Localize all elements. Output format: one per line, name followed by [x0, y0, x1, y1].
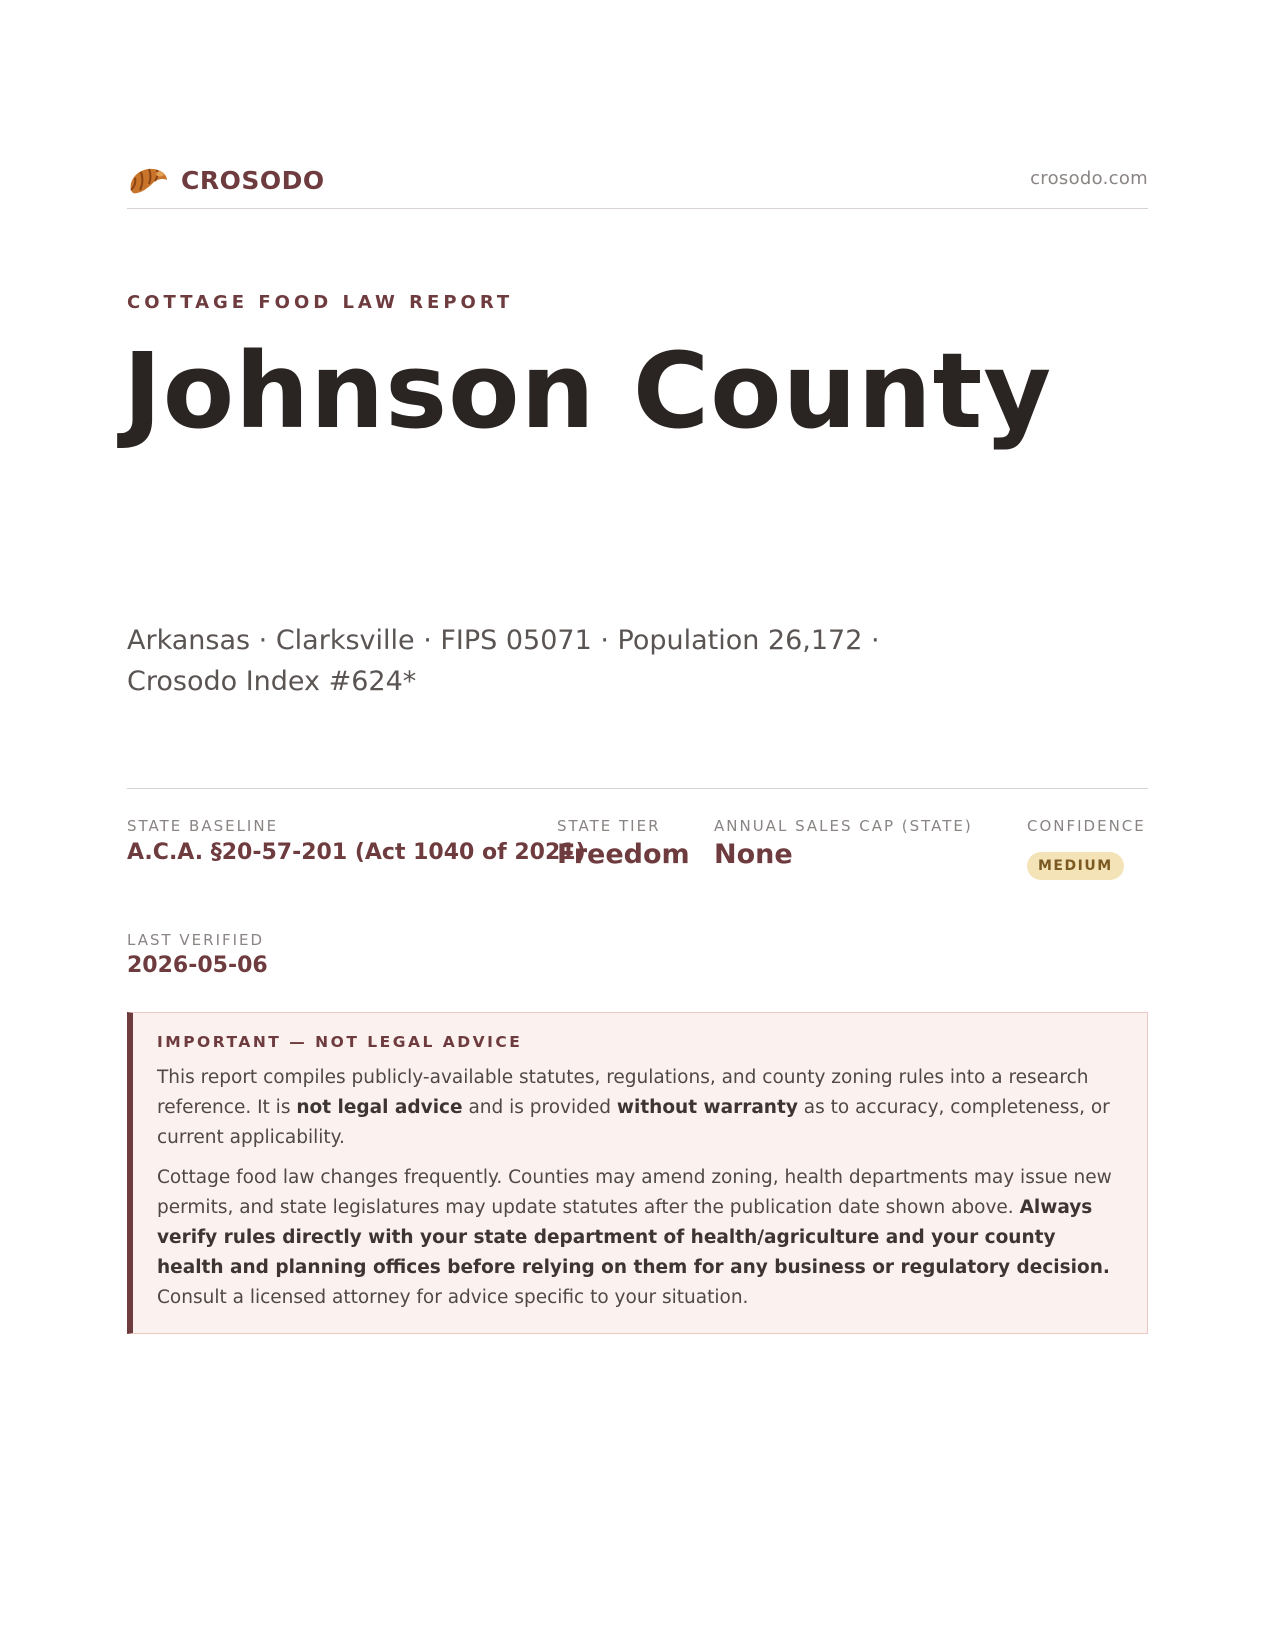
page-title: Johnson County [123, 330, 1053, 452]
subtitle-line-2: Crosodo Index #624* [127, 666, 417, 697]
last-verified-label: LAST VERIFIED [127, 931, 265, 949]
croissant-icon [127, 160, 169, 200]
brand-name: CROSODO [181, 165, 325, 195]
brand[interactable] [127, 160, 325, 200]
site-url-link[interactable]: crosodo.com [1030, 168, 1148, 189]
annual-sales-cap-label: ANNUAL SALES CAP (STATE) [714, 817, 973, 835]
notice-text: Consult a licensed attorney for advice specific to your situation. [157, 1287, 749, 1308]
state-tier-value: Freedom [557, 839, 690, 870]
notice-paragraph-1 [157, 1063, 1123, 1153]
confidence-badge: MEDIUM [1027, 852, 1124, 880]
subtitle-line-1: Arkansas · Clarksville · FIPS 05071 · Population 26,172 · [127, 625, 880, 656]
notice-paragraph-2 [157, 1163, 1123, 1313]
annual-sales-cap-value: None [714, 839, 793, 870]
page-header [127, 158, 1148, 209]
confidence-label: CONFIDENCE [1027, 817, 1146, 835]
legal-notice [127, 1012, 1148, 1334]
notice-emphasis: not legal advice [296, 1097, 463, 1118]
report-type-label: COTTAGE FOOD LAW REPORT [127, 292, 514, 313]
notice-heading: IMPORTANT — NOT LEGAL ADVICE [157, 1033, 523, 1051]
last-verified-value: 2026-05-06 [127, 953, 268, 978]
notice-emphasis: without warranty [616, 1097, 798, 1118]
notice-text: and is provided [462, 1097, 617, 1118]
notice-emphasis: Always verify rules directly with your state department of health/agriculture and your county health and planning offices before relying on them for any business or regulatory decision. [157, 1197, 1110, 1278]
notice-text: Cottage food law changes frequently. Counties may amend zoning, health departments may issue new permits, and state legislatures may update statutes after the publication date shown above. [157, 1167, 1112, 1218]
state-baseline-label: STATE BASELINE [127, 817, 279, 835]
notice-text: as to accuracy, completeness, or current applicability. [157, 1097, 1110, 1148]
notice-text: This report compiles publicly-available statutes, regulations, and county zoning rules into a research reference. It is [157, 1067, 1089, 1118]
county-subtitle [127, 620, 887, 702]
section-divider [127, 788, 1148, 789]
report-page [123, 0, 1148, 1650]
state-tier-label: STATE TIER [557, 817, 661, 835]
state-baseline-value: A.C.A. §20-57-201 (Act 1040 of 2021) [127, 840, 586, 865]
